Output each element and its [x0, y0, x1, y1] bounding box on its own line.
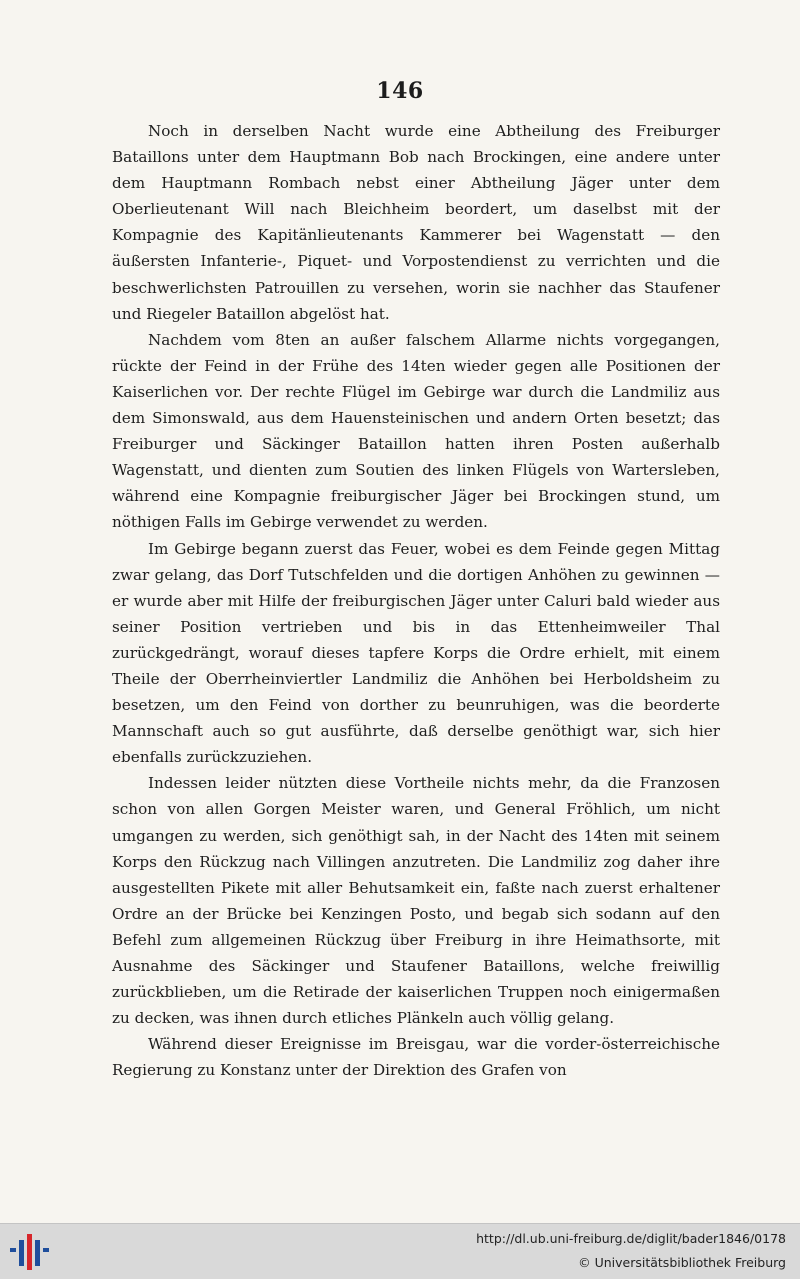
paragraph: Im Gebirge begann zuerst das Feuer, wobei es dem Feinde gegen Mittag zwar gelang, das Dorf Tutschfelden und die dortigen Anhöhen zu gewinnen — er wurde aber mit Hilfe der freiburgischen Jäger unter Caluri bald wieder aus seiner Position vertrieben und bis in das Ettenheimweiler Thal zurückgedrängt, worauf dieses tapfere Korps die Ordre erhielt, mit einem Theile der Oberrheinviertler Landmiliz die Anhöhen bei Herboldsheim zu besetzen, um den Feind von dorther zu beunruhigen, was die beorderte Mannschaft auch so gut ausführte, daß derselbe genöthigt war, sich hier ebenfalls zurückzuziehen.	[112, 539, 720, 767]
page-number: 146	[376, 78, 424, 104]
body-text	[112, 118, 720, 1083]
paragraph: Indessen leider nützten diese Vortheile nichts mehr, da die Franzosen schon von allen Gorgen Meister waren, und General Fröhlich, um nicht umgangen zu werden, sich genöthigt sah, in der Nacht des 14ten mit seinem Korps den Rückzug nach Villingen anzutreten. Die Landmiliz zog daher ihre ausgestellten Pikete mit aller Behutsamkeit ein, faßte nach zuerst erhaltener Ordre an der Brücke bei Kenzingen Posto, und begab sich sodann auf den Befehl zum allgemeinen Rückzug über Freiburg in ihre Heimathsorte, mit Ausnahme des Säckinger und Staufener Bataillons, welche freiwillig zurückblieben, um die Retirade der kaiserlichen Truppen noch einigermaßen zu decken, was ihnen durch etliches Plänkeln auch völlig gelang.	[112, 774, 720, 1028]
university-library-logo-icon	[8, 1234, 54, 1270]
paragraph: Während dieser Ereignisse im Breisgau, war die vorder-österreichische Regierung zu Konstanz unter der Direktion des Grafen von	[112, 1035, 720, 1080]
copyright-notice: © Universitätsbibliothek Freiburg	[578, 1255, 786, 1270]
paragraph: Nachdem vom 8ten an außer falschem Allarme nichts vorgegangen, rückte der Feind in der Frühe des 14ten wieder gegen alle Positionen der Kaiserlichen vor. Der rechte Flügel im Gebirge war durch die Landmiliz aus dem Simonswald, aus dem Hauensteinischen und andern Orten besetzt; das Freiburger und Säckinger Bataillon hatten ihren Posten außerhalb Wagenstatt, und dienten zum Soutien des linken Flügels von Wartersleben, während eine Kompagnie freiburgischer Jäger bei Brockingen stund, um nöthigen Falls im Gebirge verwendet zu werden.	[112, 330, 720, 532]
footer-bar	[0, 1223, 800, 1279]
permalink-url[interactable]: http://dl.ub.uni-freiburg.de/diglit/bader1846/0178	[476, 1231, 786, 1246]
paragraph: Noch in derselben Nacht wurde eine Abtheilung des Freiburger Bataillons unter dem Hauptmann Bob nach Brockingen, eine andere unter dem Hauptmann Rombach nebst einer Abtheilung Jäger unter dem Oberlieutenant Will nach Bleichheim beordert, um daselbst mit der Kompagnie des Kapitänlieutenants Kammerer bei Wagenstatt — den äußersten Infanterie-, Piquet- und Vorpostendienst zu verrichten und die beschwerlichsten Patrouillen zu versehen, worin sie nachher das Staufener und Riegeler Bataillon abgelöst hat.	[112, 122, 720, 323]
